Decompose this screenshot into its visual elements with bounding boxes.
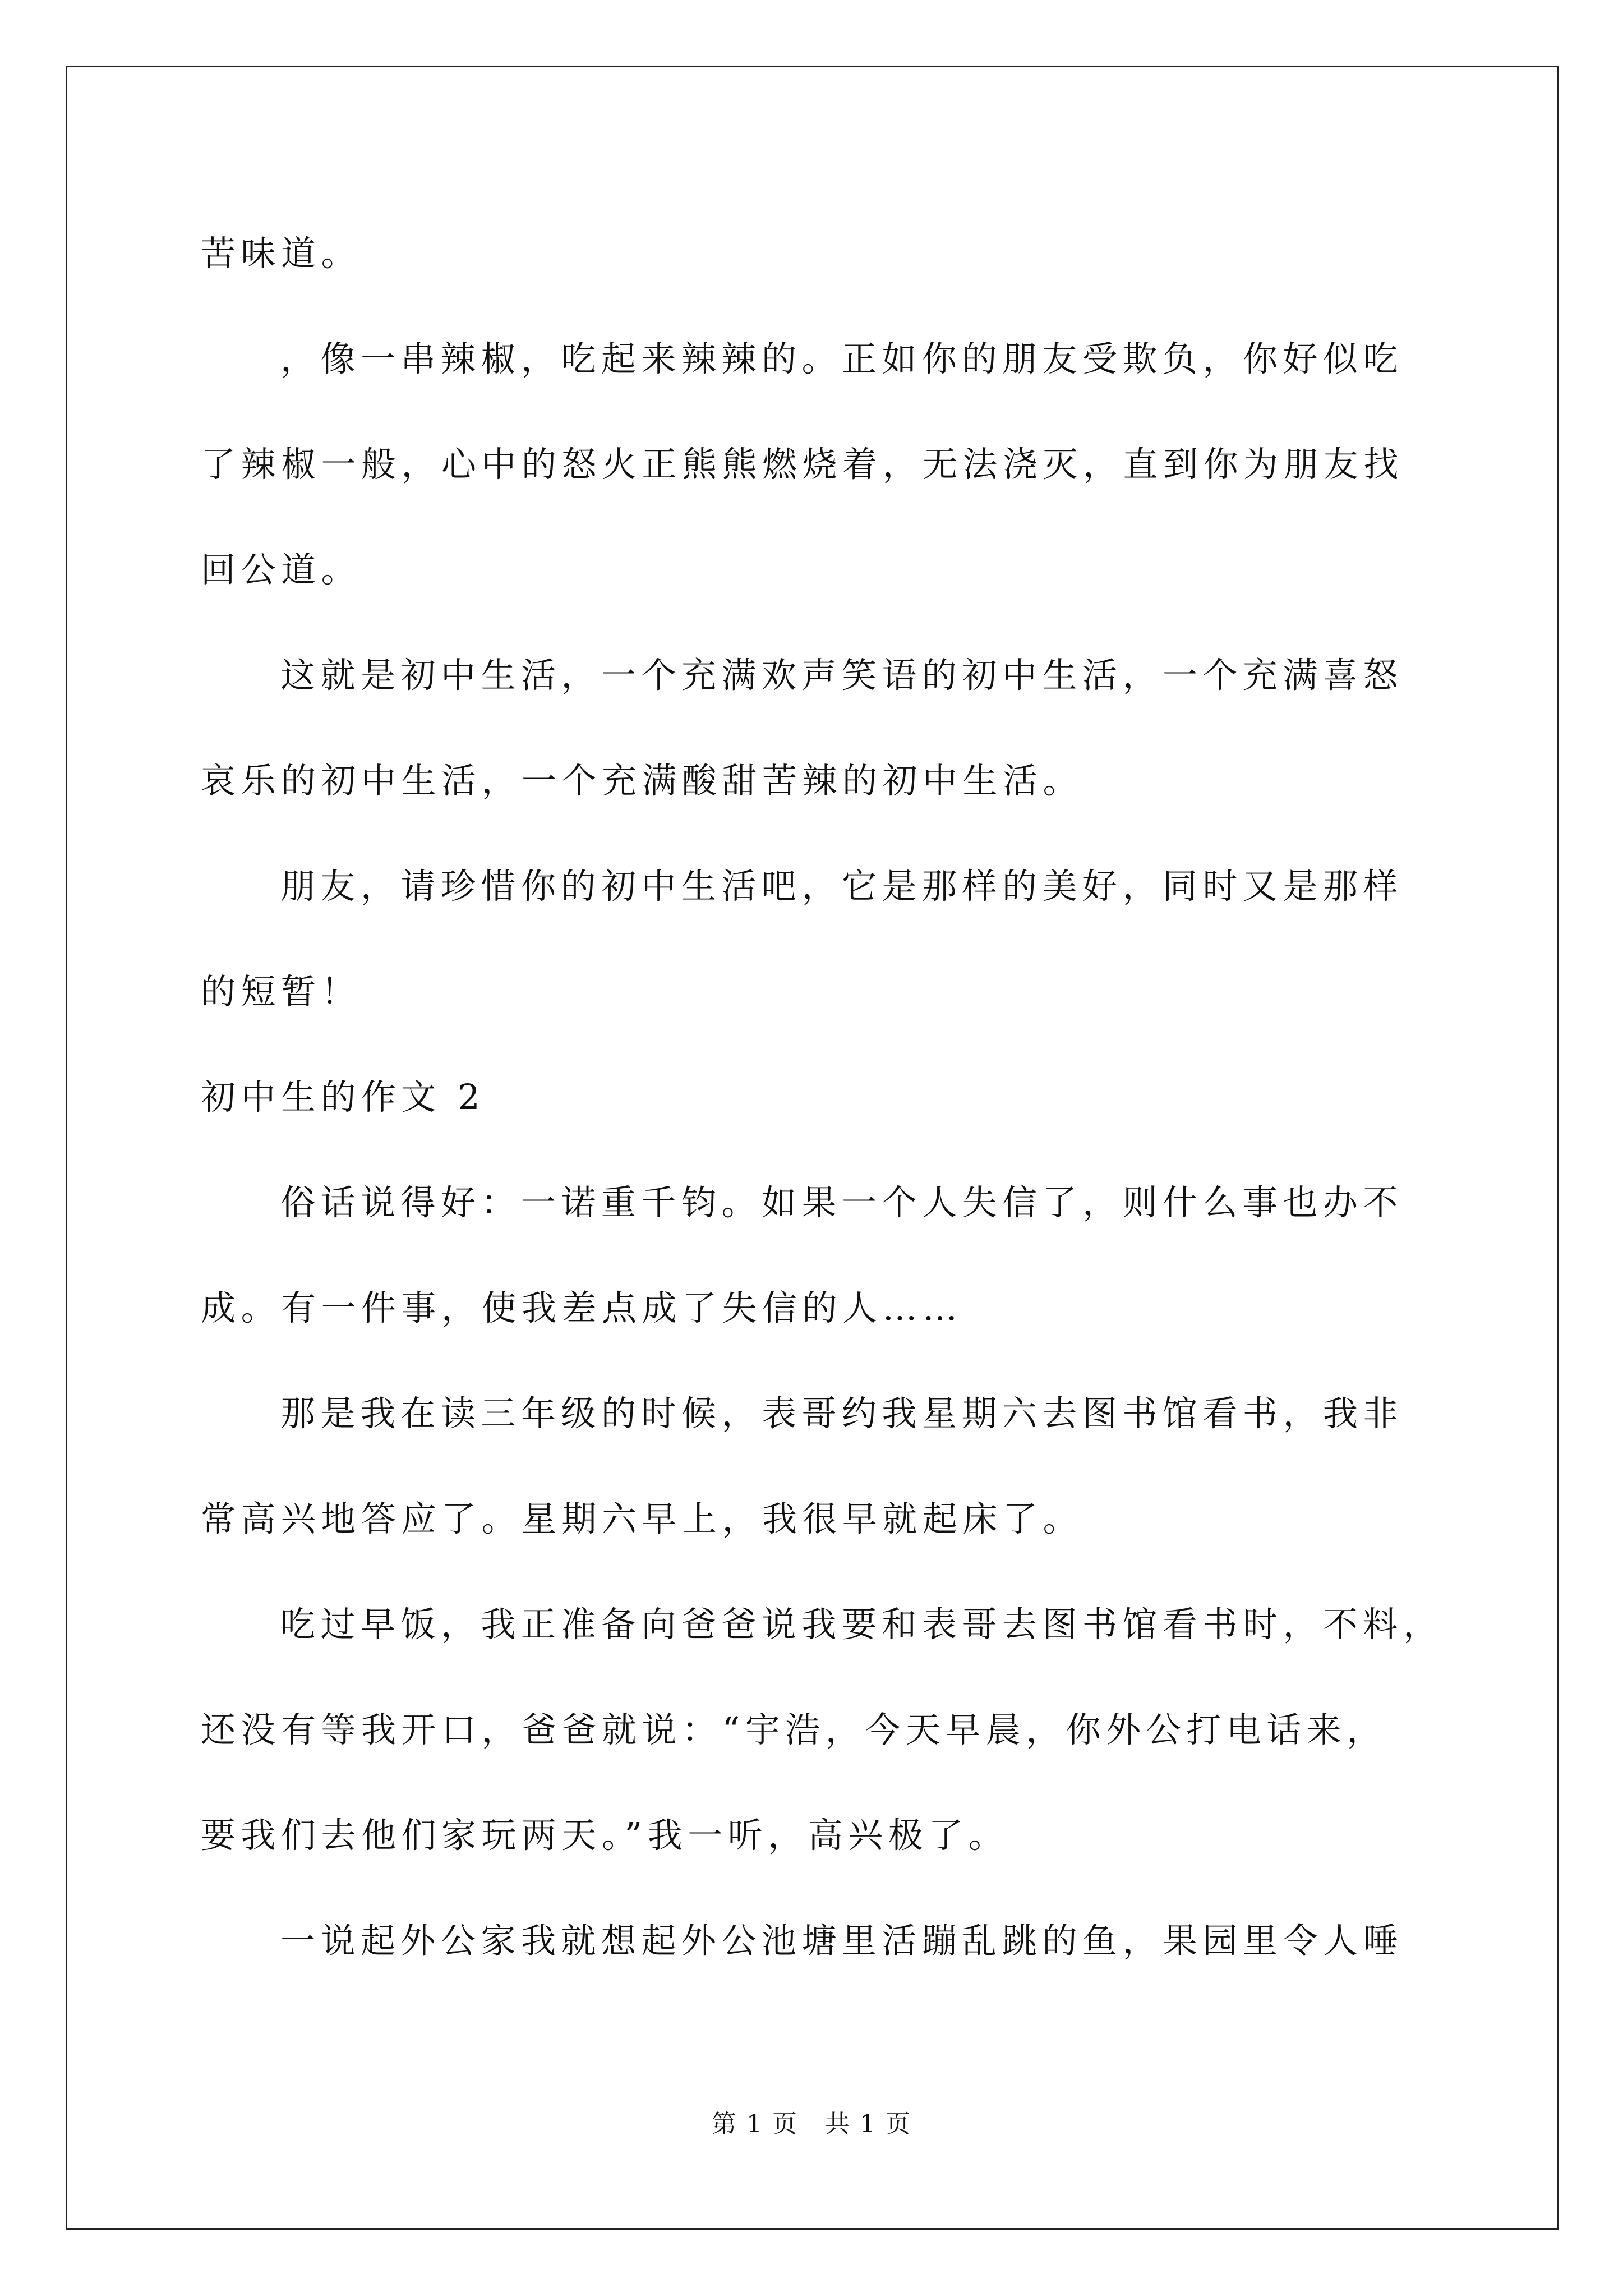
text-line: 哀乐的初中生活，一个充满酸甜苦辣的初中生活。: [201, 760, 1083, 801]
text-line: 这就是初中生活，一个充满欢声笑语的初中生活，一个充满喜怒: [280, 655, 1404, 696]
text-line: ，像一串辣椒，吃起来辣辣的。正如你的朋友受欺负，你好似吃: [280, 338, 1404, 379]
text-line: 回公道。: [201, 549, 362, 590]
page-border: [66, 66, 1559, 2230]
text-line: 俗话说得好：一诺重千钧。如果一个人失信了，则什么事也办不: [280, 1182, 1404, 1223]
text-line: 的短暂！: [201, 971, 362, 1012]
text-line: 那是我在读三年级的时候，表哥约我星期六去图书馆看书，我非: [280, 1393, 1404, 1434]
text-line: 一说起外公家我就想起外公池塘里活蹦乱跳的鱼，果园里令人唾: [280, 1920, 1404, 1961]
text-line: 吃过早饭，我正准备向爸爸说我要和表哥去图书馆看书时，不料，: [280, 1604, 1444, 1645]
page-footer: 第 1 页 共 1 页: [712, 2110, 911, 2138]
text-line: 朋友，请珍惜你的初中生活吧，它是那样的美好，同时又是那样: [280, 866, 1404, 907]
text-line: 还没有等我开口，爸爸就说：“宇浩，今天早晨，你外公打电话来，: [201, 1709, 1387, 1750]
section-heading: 初中生的作文 2: [201, 1076, 486, 1117]
text-line: 了辣椒一般，心中的怒火正熊熊燃烧着，无法浇灭，直到你为朋友找: [201, 444, 1404, 485]
text-line: 苦味道。: [201, 233, 362, 274]
text-line: 成。有一件事，使我差点成了失信的人……: [201, 1287, 963, 1328]
text-line: 要我们去他们家玩两天。”我一听，高兴极了。: [201, 1815, 1009, 1856]
text-line: 常高兴地答应了。星期六早上，我很早就起床了。: [201, 1498, 1083, 1539]
